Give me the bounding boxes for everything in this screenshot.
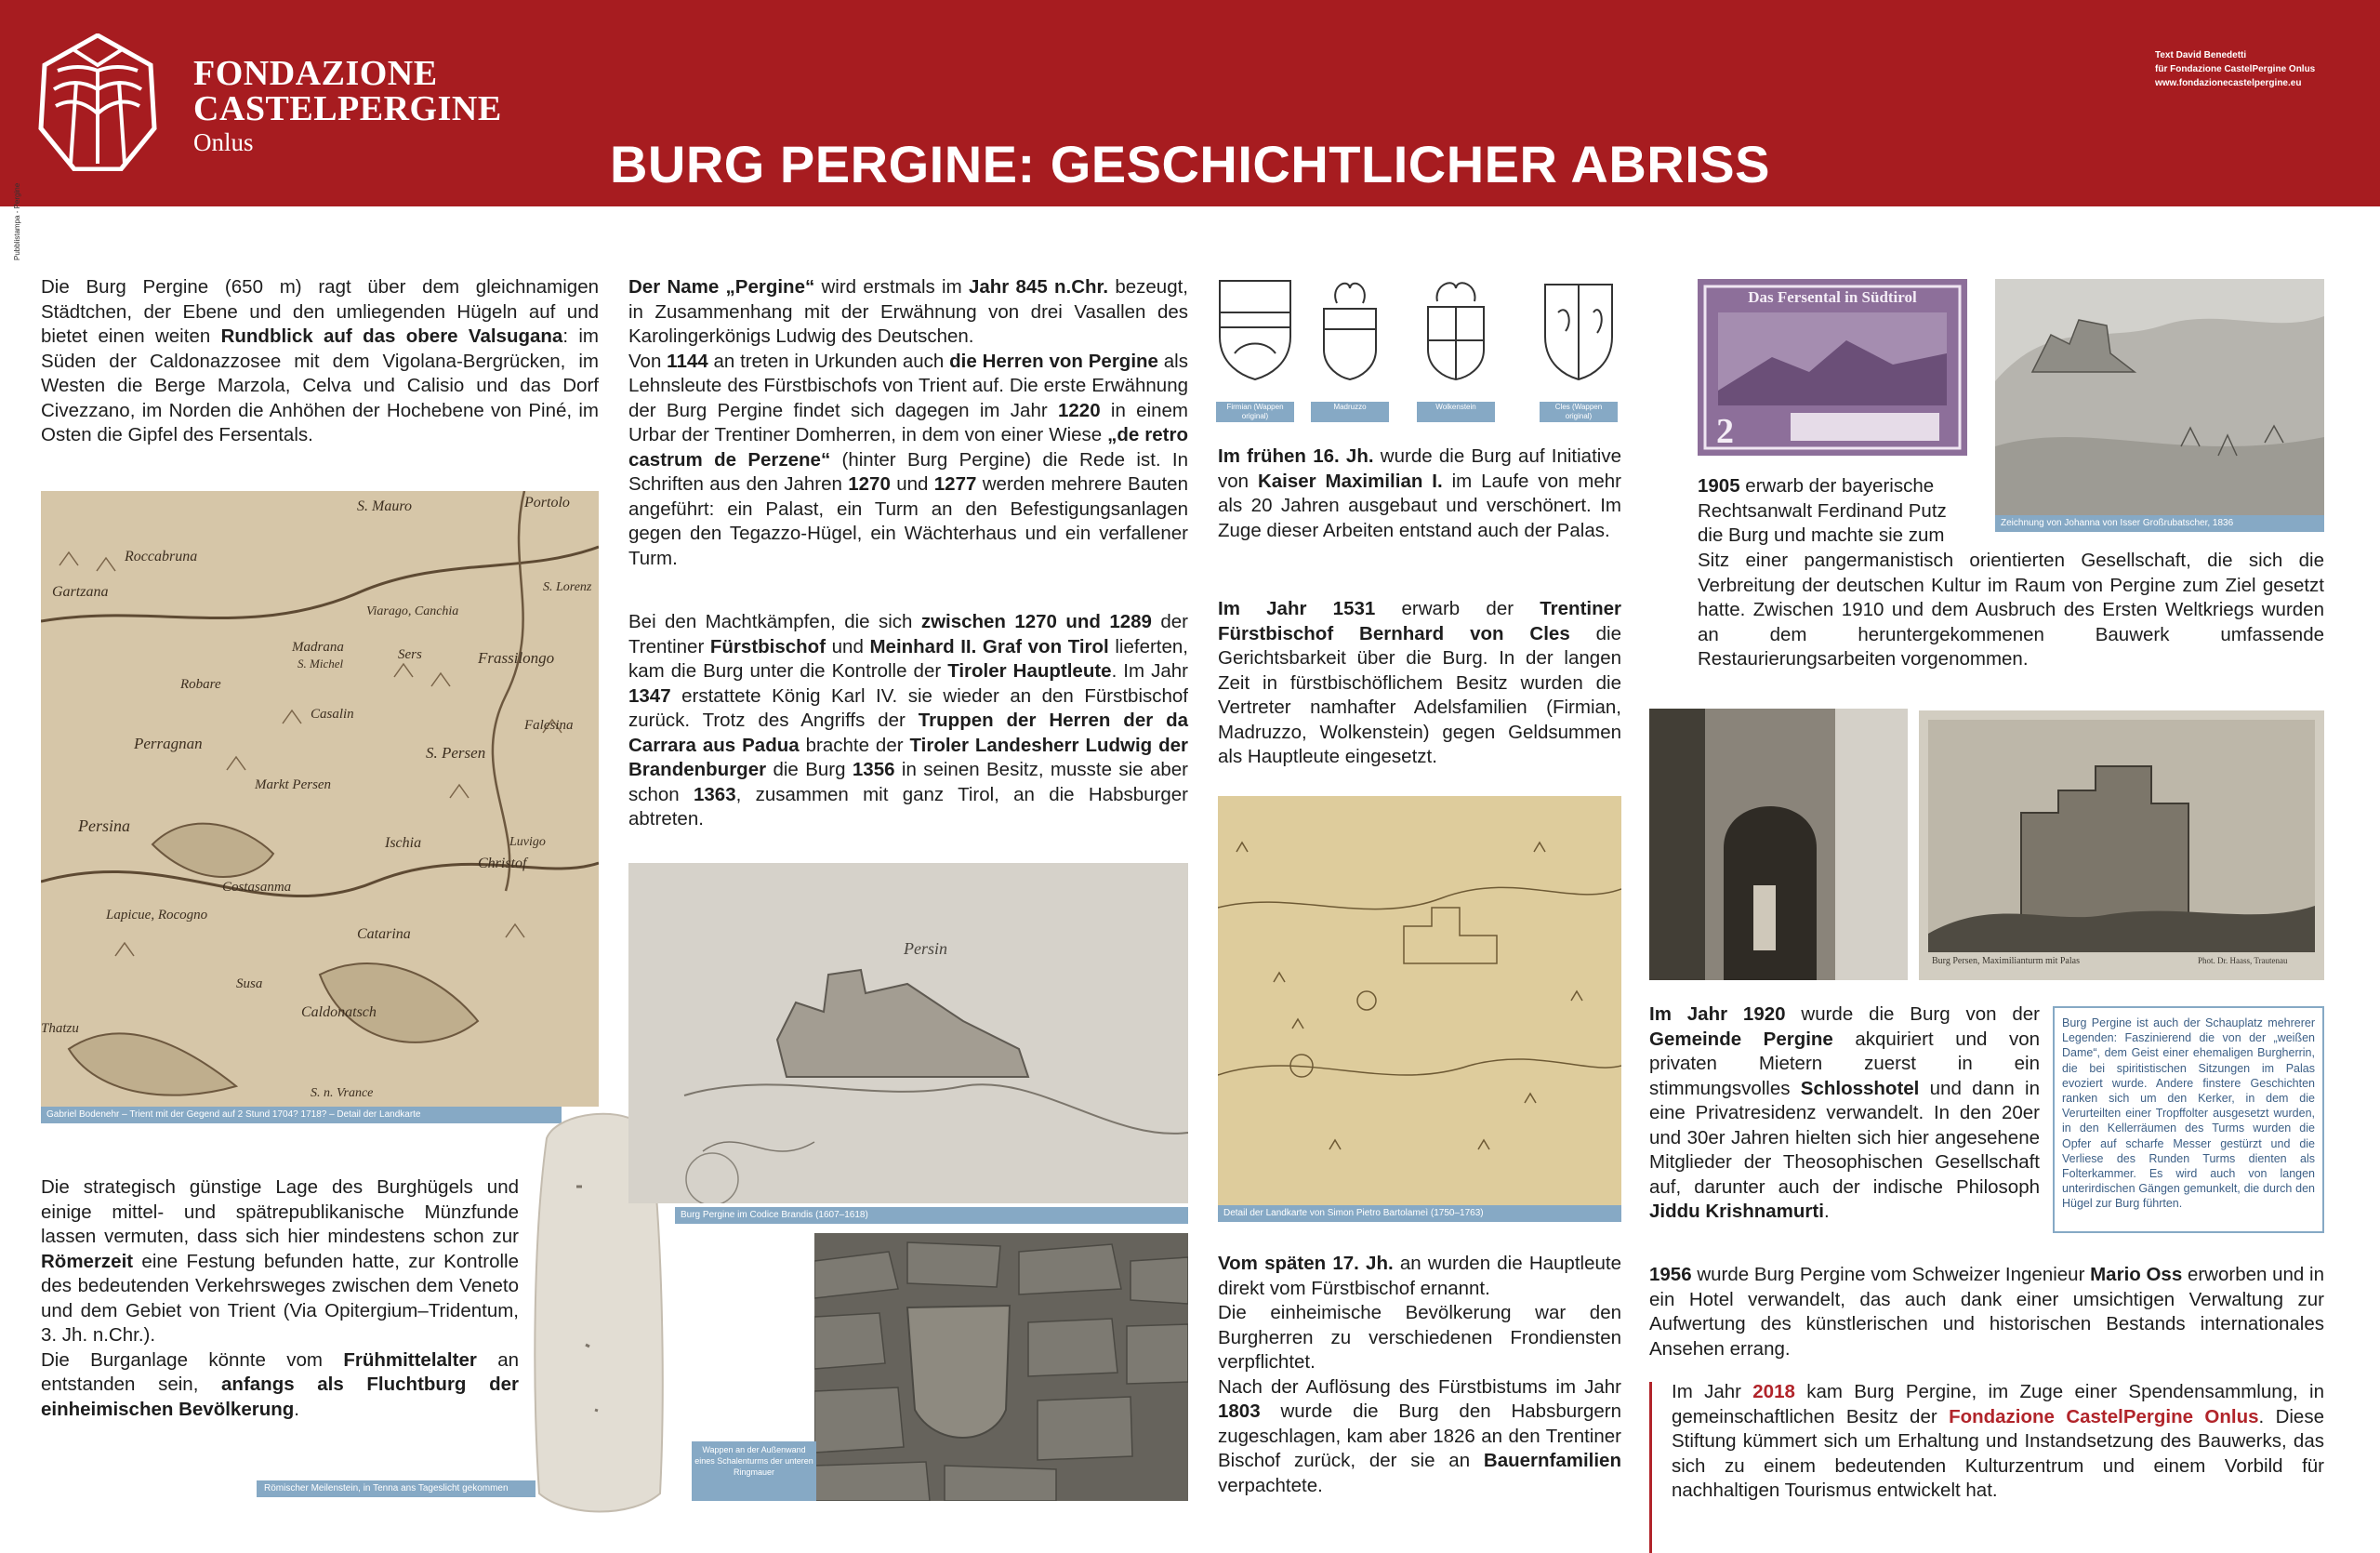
printer-note: Pubblistampa - Pergine <box>13 182 21 260</box>
map-label: S. Mauro <box>357 498 412 514</box>
madruzzo-crest-icon <box>1311 275 1389 381</box>
map-label: Perragnan <box>134 735 203 752</box>
2018-paragraph: Im Jahr 2018 kam Burg Pergine, im Zuge einer Spendensammlung, in gemeinschaftlichen Besitz der Fondazione CastelPergine Onlus. Diese Stiftung kümmert sich um Erhaltung und Instandsetzung des Bauwerks, das sich zu einem bedeutenden Kulturzentrum und einem Vorbild für nachhaltigen Tourismus entwickelt hat. <box>1672 1381 2324 1501</box>
author-credits <box>2155 48 2315 90</box>
codex-caption: Burg Pergine im Codice Brandis (1607–1618) <box>675 1207 1188 1224</box>
org-name-line3: Onlus <box>193 128 254 156</box>
cles-crest-icon <box>1540 275 1618 381</box>
map-label: S. Michel <box>298 657 344 670</box>
map-label: Portolo <box>524 495 570 511</box>
wolkenstein-crest-icon <box>1417 275 1495 381</box>
cles-paragraph: Im Jahr 1531 erwarb der Trentiner Fürstbischof Bernhard von Cles die Gerichtsbarkeit über die Burg. In der langen Zeit in fürstbischöflichem Besitz wurden die Vertreter namhafter Adelsfamilien (Firmian, Madruzzo, Wolkenstein) gegen Geldsummen als Hauptleute eingesetzt. <box>1218 598 1621 767</box>
1956-paragraph: 1956 wurde Burg Pergine vom Schweizer Ingenieur Mario Oss erworben und in ein Hotel verwandelt, das auch dank einer umsichtigen Verwaltung zur Aufwertung des künstlerischen und historischen Bestands internationales Ansehen errang. <box>1649 1264 2324 1360</box>
accent-rule <box>1649 1382 1652 1553</box>
bartolamei-map-image <box>1218 796 1621 1205</box>
postcard-credit: Phot. Dr. Haass, Trautenau <box>2198 956 2288 965</box>
map-label: Thatzu <box>41 1021 79 1036</box>
milestone-caption: Römischer Meilenstein, in Tenna ans Tageslicht gekommen <box>257 1480 536 1497</box>
map-label: Sers <box>398 647 422 662</box>
map-label: Ischia <box>385 835 422 851</box>
castle-wall-coat-of-arms-image <box>814 1233 1188 1501</box>
credit-author: Text David Benedetti <box>2155 50 2247 60</box>
intro-paragraph: Die Burg Pergine (650 m) ragt über dem gleichnamigen Städtchen, der Ebene und den umliegenden Hügeln auf und bietet einen weiten Rundblick auf das obere Valsugana: im Süden der Caldonazzosee mit dem Vigolana-Bergrücken, im Westen die Berge Marzola, Celva und Calisio und das Dorf Civezzano, im Norden die Anhöhen der Hochebene von Piné, im Osten die Gipfel des Fersentals. <box>41 276 599 445</box>
firmian-crest-icon <box>1216 275 1294 381</box>
codex-label: Persin <box>904 939 947 958</box>
power-struggle-paragraph: Bei den Machtkämpfen, die sich zwischen 1270 und 1289 der Trentiner Fürstbischof und Meinhard II. Graf von Tirol lieferten, kam die Burg unter die Kontrolle der Tiroler Hauptleute. Im Jahr 1347 erstattete König Karl IV. sie wieder an den Fürstbischof zurück. Trotz des Angriffs der Truppen der Herren der da Carrara aus Padua brachte der Tiroler Landesherr Ludwig der Brandenburger die Burg 1356 in seinen Besitz, musste sie aber schon 1363, zusammen mit ganz Tirol, an die Habsburger abtreten. <box>628 611 1189 830</box>
madruzzo-crest-caption: Madruzzo <box>1311 402 1389 422</box>
page-title: BURG PERGINE: GESCHICHTLICHER ABRISS <box>609 135 1770 193</box>
org-name-line2: CASTELPERGINE <box>193 89 502 128</box>
map-label: Catarina <box>357 926 411 942</box>
wall-arms-caption: Wappen an der Außenwand eines Schalenturms der unteren Ringmauer <box>692 1441 816 1501</box>
map-label: S. Persen <box>426 744 486 762</box>
map-label: Gartzana <box>52 584 109 600</box>
map-label: Caldonatsch <box>301 1004 377 1020</box>
map-label: Lapicue, Rocogno <box>106 908 208 923</box>
map-label: Costasanma <box>222 880 292 895</box>
map-label: Casalin <box>311 707 354 722</box>
legends-info-box: Burg Pergine ist auch der Schauplatz mehrerer Legenden: Faszinierend die von der „weißen Dame“, dem Geist einer ehemaligen Burgherrin, die bei spiritistischen Sitzungen im Palas evoziert wurde. Andere finstere Geschichten ranken sich um den Kerker, in dem die Verurteilten einer Tropffolter ausgesetzt wurden, in den Kellerräumen des Turms wurden die Opfer auf scharfe Messer gestürzt und die Verliese des Runden Turms dienten als Folterkammer. Es wird auch von langen unterirdischen Gängen gemunkelt, die durch den Hügel zur Burg führten. <box>2053 1006 2324 1233</box>
map-label: Viarago, Canchia <box>366 604 459 618</box>
map-caption: Gabriel Bodenehr – Trient mit der Gegend auf 2 Stund 1704? 1718? – Detail der Landkarte <box>41 1107 562 1123</box>
name-origin-paragraph: Der Name „Pergine“ wird erstmals im Jahr 845 n.Chr. bezeugt, in Zusammenhang mit der Erwähnung von drei Vasallen des Karolingerkönigs Ludwig des Deutschen. Von 1144 an treten in Urkunden auch die Herren von Pergine als Lehnsleute des Fürstbischofs von Trient auf. Die erste Erwähnung der Burg Pergine findet sich dagegen im Jahr 1220 in einem Urbar der Trentiner Domherren, in dem von einer Wiese „de retro castrum de Perzene“ (hinter Burg Pergine) die Rede ist. In Schriften aus den Jahren 1270 und 1277 werden mehrere Bauten angeführt: ein Palast, ein Turm an den Befestigungsanlagen gegen den Tegazzo-Hügel, ein Wächterhaus und ein verfallener Turm. <box>628 276 1189 569</box>
credit-website: www.fondazionecastelpergine.eu <box>2155 78 2302 88</box>
map-label: Frassilongo <box>478 649 555 667</box>
postcard-image <box>1919 710 2324 980</box>
banknote-value: 2 <box>1716 412 1734 451</box>
gate-photo-image <box>1649 709 1908 980</box>
header-banner <box>0 0 2380 206</box>
codex-brandis-image <box>628 863 1188 1203</box>
map-label: Markt Persen <box>255 777 332 792</box>
map-label: Christof <box>478 856 527 871</box>
map-label: Robare <box>180 677 221 692</box>
late-17th-century-paragraph: Vom späten 17. Jh. an wurden die Hauptleute direkt vom Fürstbischof ernannt. Die einheimische Bevölkerung war den Burgherren zu verschiedenen Frondiensten verpflichtet. Nach der Auflösung des Fürstbistums im Jahr 1803 wurde die Burg den Habsburgern zugeschlagen, kam aber 1826 an den Trentiner Bischof zurück, der sie an Bauernfamilien verpachtete. <box>1218 1253 1621 1496</box>
1920-paragraph: Im Jahr 1920 wurde die Burg von der Gemeinde Pergine akquiriert und von privaten Mietern zuerst in ein stimmungsvolles Schlosshotel und dann in eine Privatresidenz verwandelt. In den 20er und 30er Jahren hielten sich hier angesehene Mitglieder der Theosophischen Gesellschaft auf, darunter auch der indische Philosoph Jiddu Krishnamurti. <box>1649 1003 2040 1222</box>
map-label: S. n. Vrance <box>311 1086 374 1100</box>
postcard-caption: Burg Persen, Maximilianturm mit Palas <box>1932 956 2080 966</box>
map-label: Persina <box>78 816 130 835</box>
map-label: Madrana <box>292 640 344 655</box>
roman-era-paragraph: Die strategisch günstige Lage des Burghügels und einige mittel- und spätrepublikanische Münzfunde lassen vermuten, dass sich hier mindestens schon zur Römerzeit eine Festung befunden hatte, zur Kontrolle des bedeutenden Verkehrsweges zwischen dem Veneto und dem Gebiet von Trient (Via Opitergium–Tridentum, 3. Jh. n.Chr.). Die Burganlage könnte vom Frühmittelalter an entstanden sein, anfangs als Fluchtburg der einheimischen Bevölkerung. <box>41 1176 519 1420</box>
maximilian-paragraph: Im frühen 16. Jh. wurde die Burg auf Initiative von Kaiser Maximilian I. im Laufe von mehr als 20 Jahren ausgebaut und verschönert. Im Zuge dieser Arbeiten entstand auch der Palas. <box>1218 445 1621 541</box>
bartolamei-caption: Detail der Landkarte von Simon Pietro Bartolameì (1750–1763) <box>1218 1205 1621 1222</box>
map-label: S. Lorenz <box>543 580 592 594</box>
cles-crest-caption: Cles (Wappen original) <box>1540 402 1618 422</box>
putz-paragraph-end: Sitz einer pangermanistisch orientierten Gesellschaft, die sich die Verbreitung der deutschen Kultur im Raum von Pergine zum Ziel gesetzt hatte. Zwischen 1910 und dem Ausbruch des Ersten Weltkriegs wurden an dem heruntergekommenen Bauwerk umfassende Restaurierungsarbeiten vorgenommen. <box>1698 550 2324 670</box>
historical-map-image <box>41 491 599 1107</box>
putz-paragraph-start: 1905 erwarb der bayerische Rechtsanwalt Ferdinand Putz die Burg und machte sie zum <box>1698 475 1947 546</box>
notgeld-banknote-image <box>1698 279 1967 456</box>
map-label: Luvigo <box>509 835 546 849</box>
org-name-line1: FONDAZIONE <box>193 54 438 93</box>
engraving-image <box>1995 279 2324 515</box>
credit-organization: für Fondazione CastelPergine Onlus <box>2155 64 2316 74</box>
wolkenstein-crest-caption: Wolkenstein <box>1417 402 1495 422</box>
engraving-caption: Zeichnung von Johanna von Isser Großrubatscher, 1836 <box>1995 515 2324 532</box>
map-label: Susa <box>236 976 263 991</box>
map-label: Falesina <box>524 718 574 733</box>
banknote-title: Das Fersental in Südtirol <box>1748 288 1917 306</box>
map-label: Roccabruna <box>125 549 198 564</box>
firmian-crest-caption: Firmian (Wappen original) <box>1216 402 1294 422</box>
